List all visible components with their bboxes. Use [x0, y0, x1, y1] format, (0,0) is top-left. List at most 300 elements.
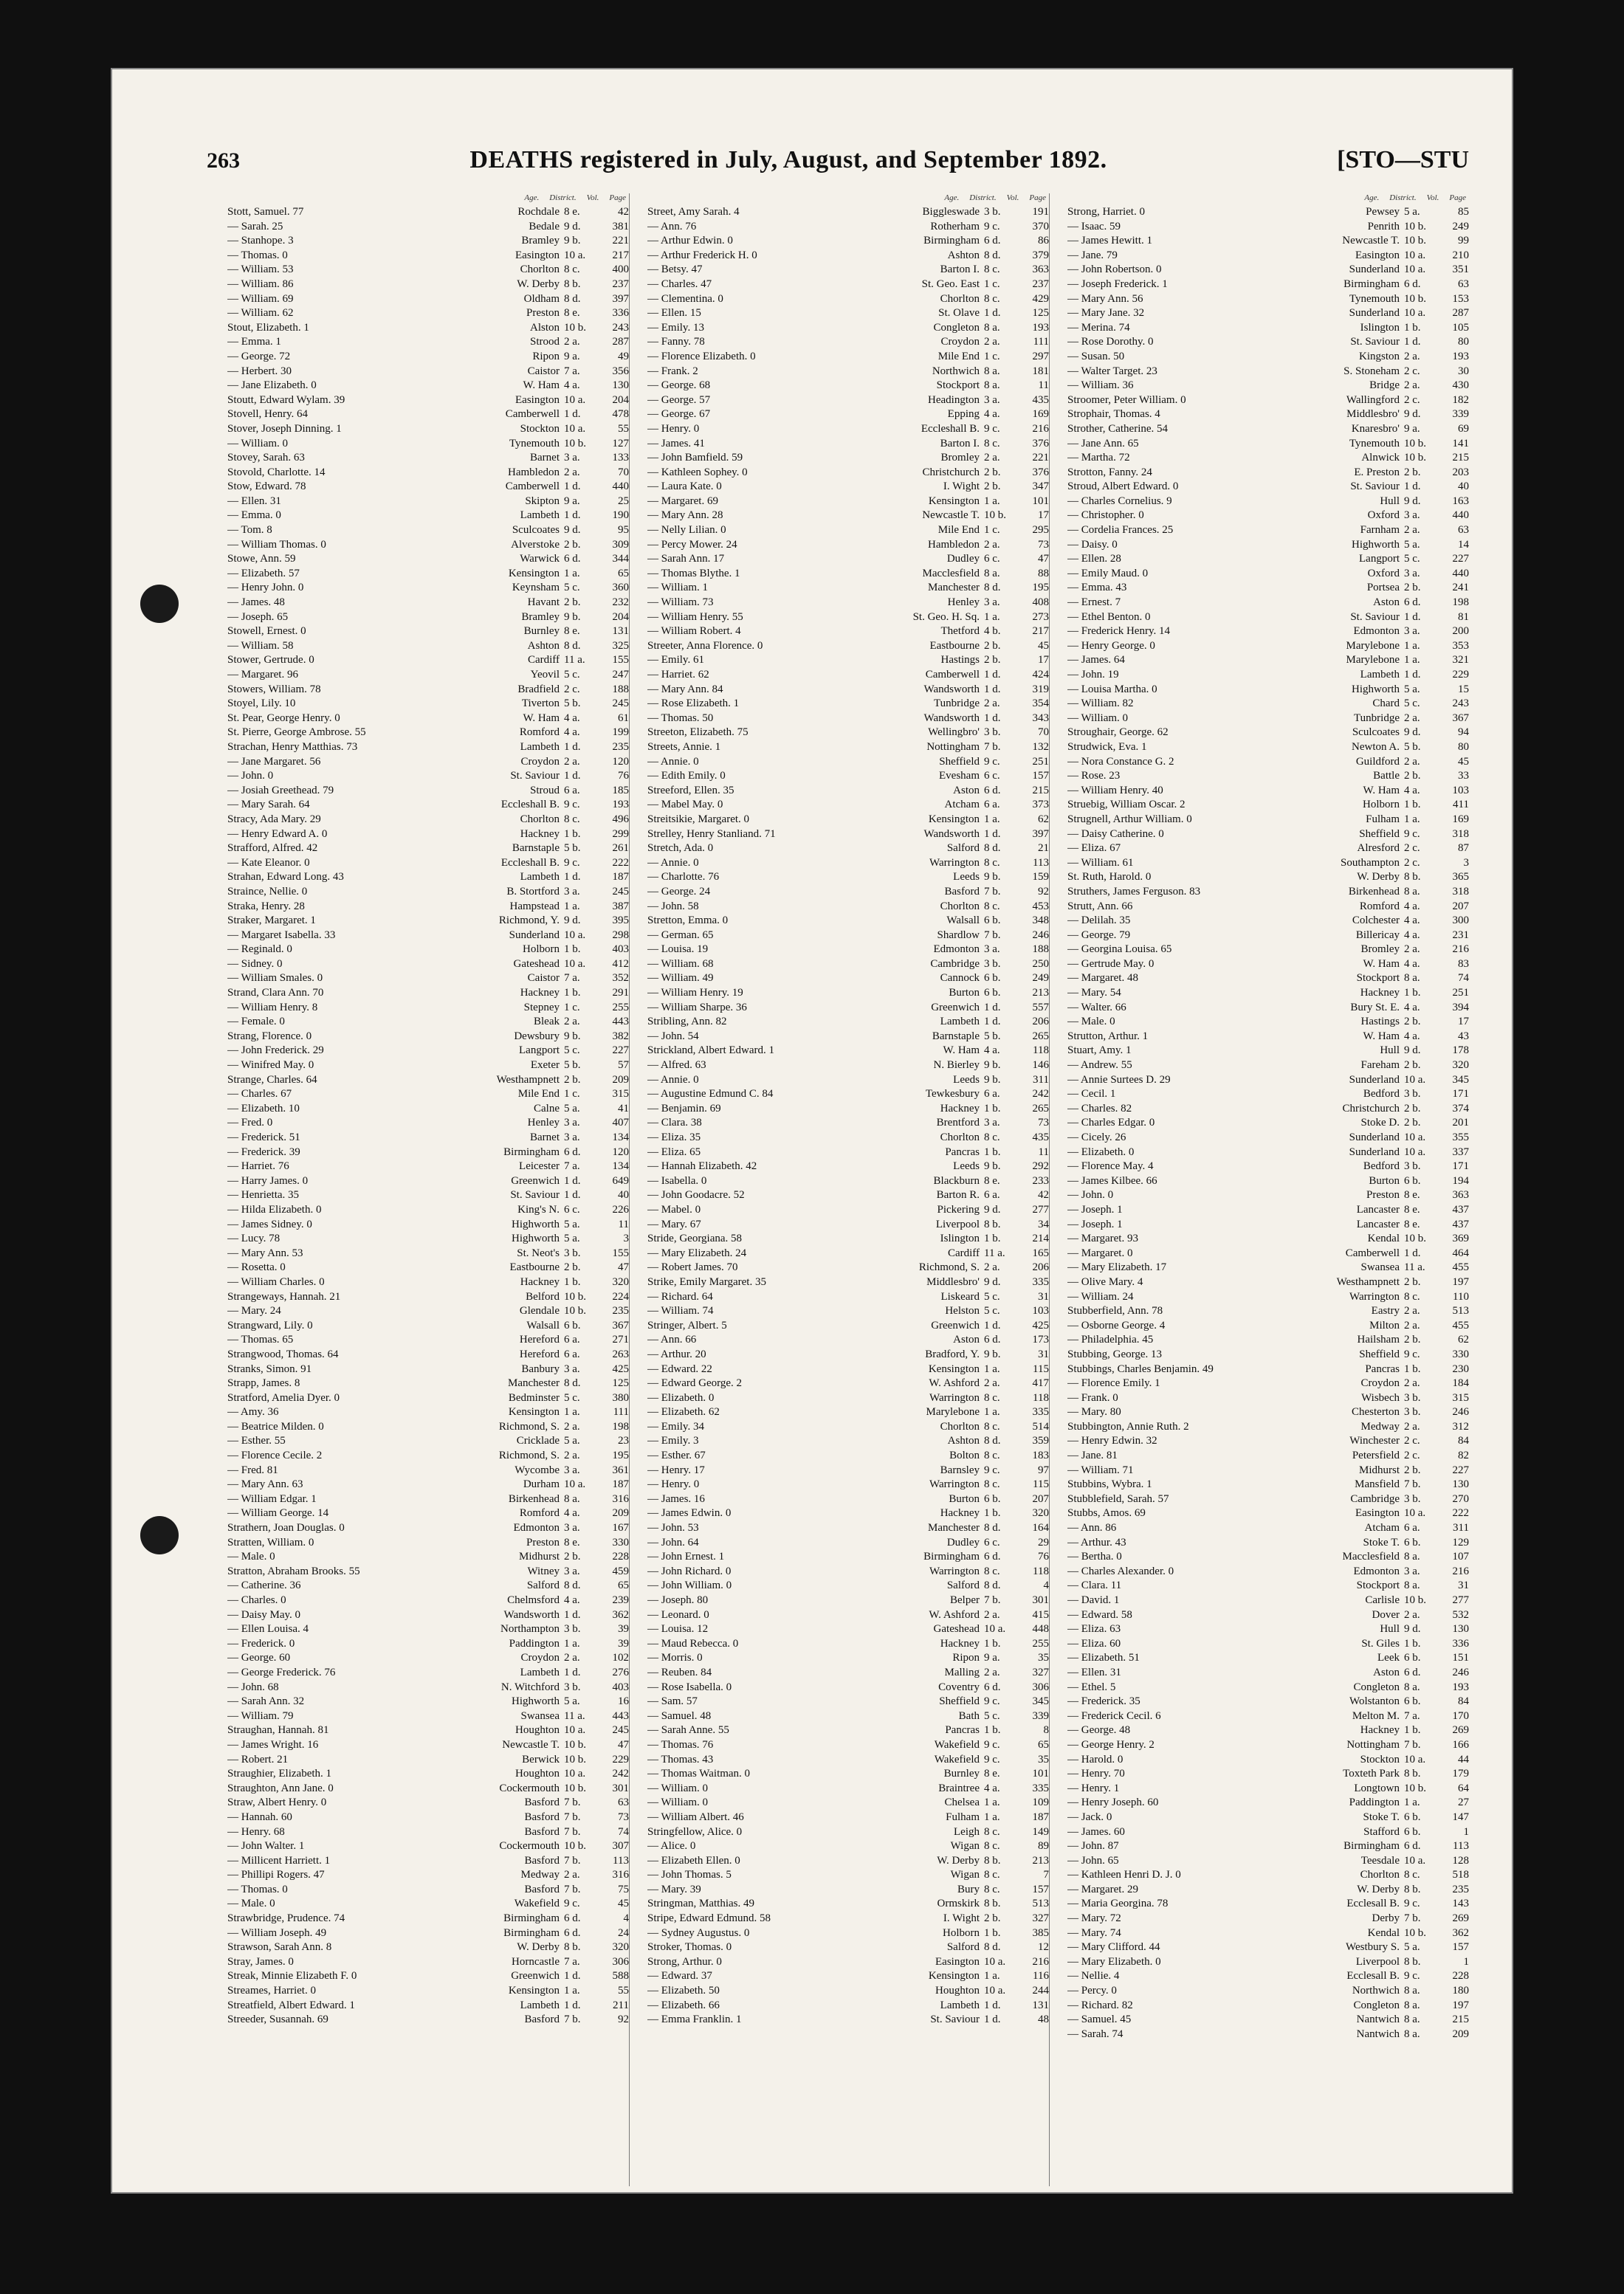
entry-district: Barton R. [936, 1189, 980, 1202]
entry-volume: 9 c. [1404, 1898, 1420, 1910]
entry-volume: 10 b. [1404, 452, 1426, 464]
entry-page: 169 [1032, 408, 1049, 421]
entry-volume: 9 b. [984, 1073, 1001, 1086]
entry-district: Croydon [520, 755, 560, 768]
entry-page: 320 [1032, 1507, 1049, 1520]
entry-page: 118 [1033, 1565, 1049, 1577]
entry-district: Mile End [517, 1088, 560, 1100]
entry-page: 120 [612, 1146, 629, 1158]
entry-row [1067, 1449, 1469, 1464]
entry-page: 204 [612, 393, 629, 406]
entry-page: 111 [1033, 336, 1049, 348]
entry-district: Sunderland [1349, 1132, 1400, 1143]
entry-row [1067, 1275, 1469, 1290]
entry-page: 47 [1038, 553, 1049, 565]
entry-page: 199 [612, 726, 629, 739]
entry-name: — William. 49 [647, 972, 714, 985]
entry-district: Salford [946, 842, 980, 855]
entry-volume: 7 b. [564, 2014, 581, 2026]
entry-district: Bridge [1369, 379, 1400, 392]
entry-volume: 3 b. [1404, 1160, 1421, 1173]
entry-row [647, 1782, 1049, 1797]
entry-row [647, 755, 1049, 770]
entry-row [227, 205, 629, 220]
entry-volume: 1 d. [564, 509, 581, 522]
entry-name: — Thomas. 65 [227, 1334, 294, 1346]
entry-page: 356 [612, 365, 629, 377]
entry-page: 88 [1038, 567, 1049, 579]
entry-volume: 3 b. [564, 1681, 581, 1693]
entry-name: — Louisa Martha. 0 [1067, 683, 1157, 695]
entry-row [647, 1405, 1049, 1420]
entry-page: 227 [612, 1044, 629, 1057]
entry-page: 249 [1032, 972, 1049, 985]
entry-row [1067, 1001, 1469, 1016]
entry-page: 97 [1038, 1464, 1049, 1476]
entry-page: 155 [612, 1247, 629, 1259]
entry-volume: 8 a. [1404, 1999, 1420, 2011]
entry-row [647, 639, 1049, 654]
entry-name: — Clara. 38 [647, 1117, 702, 1129]
entry-page: 101 [1032, 495, 1049, 507]
entry-page: 57 [618, 1059, 629, 1072]
entry-district: St. Neot's [517, 1247, 560, 1259]
entry-volume: 2 a. [984, 698, 1000, 710]
entry-page: 315 [612, 1088, 629, 1100]
entry-name: — Delilah. 35 [1067, 914, 1131, 927]
entry-district: Hackney [1360, 987, 1400, 999]
entry-page: 99 [1458, 235, 1469, 247]
entry-volume: 8 e. [1404, 1218, 1420, 1230]
entry-page: 11 [1038, 379, 1049, 392]
entry-district: Easington [935, 1955, 980, 1968]
entry-volume: 1 b. [984, 1724, 1001, 1737]
entry-page: 149 [1032, 1825, 1049, 1838]
entry-district: Romford [519, 726, 560, 739]
entry-row [647, 1449, 1049, 1464]
entry-district: Tynemouth [1349, 437, 1400, 450]
entry-volume: 1 a. [984, 1406, 1000, 1419]
entry-volume: 10 a. [564, 422, 586, 435]
entry-page: 443 [612, 1016, 629, 1028]
entry-district: Houghton [935, 1985, 980, 1997]
entry-district: Pancras [945, 1724, 980, 1737]
entry-name: — Daisy Catherine. 0 [1067, 827, 1164, 840]
entry-row [227, 1969, 629, 1984]
entry-page: 157 [1032, 1883, 1049, 1895]
entry-district: Helston [945, 1305, 980, 1318]
entry-name: — Frank. 0 [1067, 1391, 1118, 1404]
entry-page: 374 [1452, 1102, 1469, 1115]
entry-district: Hull [1380, 1044, 1400, 1057]
entry-volume: 2 a. [1404, 1377, 1420, 1390]
entry-volume: 6 b. [1404, 1652, 1421, 1664]
entry-row [647, 1232, 1049, 1247]
entry-district: Pickering [937, 1203, 980, 1216]
entry-page: 84 [1458, 1435, 1469, 1447]
entry-row [647, 1044, 1049, 1058]
entry-name: — Phillipi Rogers. 47 [227, 1869, 325, 1881]
entry-page: 3 [1463, 856, 1469, 869]
entry-row [1067, 1695, 1469, 1709]
entry-row [227, 379, 629, 393]
entry-row [227, 480, 629, 495]
entry-district: Wellingbro' [928, 726, 980, 739]
entry-volume: 1 d. [564, 770, 581, 782]
entry-volume: 7 b. [984, 929, 1001, 941]
entry-name: — Elizabeth. 62 [647, 1406, 720, 1419]
entry-name: — Mary. 74 [1067, 1926, 1121, 1939]
entry-district: Lambeth [940, 1016, 980, 1028]
entry-volume: 1 c. [564, 1001, 580, 1013]
entry-page: 44 [1458, 1753, 1469, 1766]
entry-district: Shardlow [937, 929, 980, 941]
entry-name: — Thomas. 76 [647, 1738, 714, 1751]
entry-volume: 10 b. [1404, 437, 1426, 450]
entry-volume: 2 a. [984, 1377, 1000, 1390]
entry-row [227, 1160, 629, 1174]
entry-name: — John Ernest. 1 [647, 1551, 725, 1563]
entry-name: — Edward. 37 [647, 1970, 712, 1983]
entry-row [227, 1897, 629, 1912]
entry-district: Midhurst [518, 1551, 560, 1563]
entry-row [1067, 1637, 1469, 1652]
entry-name: Streeford, Ellen. 35 [647, 784, 734, 796]
entry-row [647, 1723, 1049, 1738]
entry-district: Coventry [938, 1681, 980, 1693]
entry-page: 213 [1032, 1854, 1049, 1867]
entry-page: 178 [1452, 1044, 1469, 1057]
entry-name: — Emma. 43 [1067, 582, 1127, 594]
entry-volume: 8 a. [1404, 885, 1420, 898]
entry-name: — Nora Constance G. 2 [1067, 755, 1174, 768]
entry-row [647, 1594, 1049, 1608]
entry-volume: 2 a. [564, 755, 580, 768]
entry-district: Birkenhead [1348, 885, 1400, 898]
entry-district: Paddington [509, 1637, 560, 1650]
entry-row [1067, 306, 1469, 321]
entry-page: 193 [1452, 350, 1469, 362]
entry-volume: 5 a. [1404, 683, 1420, 695]
entry-name: — Frederick Henry. 14 [1067, 625, 1170, 638]
entry-volume: 9 b. [564, 610, 581, 623]
entry-row [647, 350, 1049, 365]
entry-district: Nottingham [1346, 1738, 1400, 1751]
entry-volume: 3 a. [1404, 567, 1420, 579]
entry-page: 222 [612, 856, 629, 869]
entry-district: W. Ham [1363, 1030, 1400, 1042]
entry-name: — Hannah Elizabeth. 42 [647, 1160, 757, 1173]
entry-district: Midhurst [1358, 1464, 1400, 1476]
entry-volume: 1 b. [984, 1146, 1001, 1158]
entry-row [647, 929, 1049, 943]
entry-volume: 1 d. [1404, 610, 1421, 623]
entry-volume: 8 c. [984, 1132, 1000, 1143]
entry-page: 239 [612, 1594, 629, 1606]
entry-district: Atcham [1364, 1522, 1400, 1534]
entry-name: — Ernest. 7 [1067, 596, 1121, 609]
entry-page: 203 [1452, 466, 1469, 478]
entry-row [227, 1420, 629, 1435]
entry-name: — Ann. 86 [1067, 1522, 1117, 1534]
entry-district: Camberwell [505, 480, 560, 493]
entry-page: 320 [1452, 1059, 1469, 1072]
entry-row [647, 1001, 1049, 1016]
entry-volume: 6 c. [984, 770, 1000, 782]
entry-district: Kingston [1358, 350, 1400, 362]
entry-district: Basford [524, 1811, 560, 1823]
entry-district: Salford [946, 1580, 980, 1592]
entry-row [647, 292, 1049, 307]
entry-district: Bromley [940, 452, 980, 464]
entry-volume: 1 d. [564, 480, 581, 493]
entry-row [1067, 1969, 1469, 1984]
entry-district: Guildford [1355, 755, 1400, 768]
entry-volume: 3 b. [984, 957, 1001, 970]
entry-volume: 1 d. [564, 1666, 581, 1678]
entry-page: 435 [1032, 393, 1049, 406]
entry-district: Skipton [525, 495, 560, 507]
entry-page: 215 [1032, 784, 1049, 796]
entry-district: Stroud [529, 784, 560, 796]
entry-page: 335 [1032, 1782, 1049, 1794]
entry-row [647, 509, 1049, 523]
entry-name: — Jane. 79 [1067, 249, 1118, 261]
entry-name: — Nelly Lilian. 0 [647, 524, 726, 537]
entry-page: 277 [1032, 1203, 1049, 1216]
entry-name: — Laura Kate. 0 [647, 480, 722, 493]
entry-volume: 5 c. [984, 1305, 1000, 1318]
entry-district: Hackney [940, 1637, 980, 1650]
entry-volume: 3 a. [984, 943, 1000, 956]
entry-district: Alresford [1357, 842, 1400, 855]
entry-name: Strapp, James. 8 [227, 1377, 300, 1390]
entry-district: Chorlton [940, 292, 980, 305]
entry-row [647, 1492, 1049, 1507]
entry-page: 92 [618, 2014, 629, 2026]
entry-name: Stretch, Ada. 0 [647, 842, 714, 855]
entry-row [1067, 1825, 1469, 1840]
entry-district: Dover [1372, 1608, 1400, 1621]
entry-volume: 9 c. [984, 1738, 1000, 1751]
entry-page: 649 [612, 1174, 629, 1187]
entry-row [1067, 957, 1469, 972]
entry-row [227, 596, 629, 610]
entry-volume: 2 b. [984, 466, 1001, 478]
entry-page: 87 [1458, 842, 1469, 855]
entry-volume: 1 a. [984, 1797, 1000, 1809]
entry-page: 17 [1038, 654, 1049, 666]
entry-district: Southampton [1340, 856, 1400, 869]
entry-volume: 9 c. [1404, 1348, 1420, 1360]
entry-district: Carlisle [1365, 1594, 1400, 1606]
entry-district: Nantwich [1356, 2014, 1400, 2026]
entry-page: 103 [1032, 1305, 1049, 1318]
entry-name: Stover, Joseph Dinning. 1 [227, 422, 342, 435]
entry-page: 83 [1458, 957, 1469, 970]
entry-district: E. Preston [1354, 466, 1400, 478]
entry-page: 25 [618, 495, 629, 507]
entry-district: Bradford, Y. [925, 1348, 980, 1360]
entry-district: Pewsey [1366, 206, 1400, 218]
entry-district: Hereford [519, 1334, 560, 1346]
entry-volume: 7 b. [564, 1883, 581, 1895]
entry-volume: 2 a. [1404, 350, 1420, 362]
entry-volume: 2 b. [1404, 1117, 1421, 1129]
entry-row [647, 1203, 1049, 1218]
entry-name: — James Hewitt. 1 [1067, 235, 1152, 247]
entry-row [647, 668, 1049, 683]
entry-page: 65 [1038, 1738, 1049, 1751]
entry-volume: 9 d. [564, 524, 581, 537]
entry-volume: 2 a. [564, 1016, 580, 1028]
entry-volume: 2 a. [984, 1666, 1000, 1678]
entry-page: 179 [1452, 1768, 1469, 1780]
entry-row [1067, 683, 1469, 698]
entry-volume: 1 b. [1404, 321, 1421, 334]
entry-name: Stubbing, George. 13 [1067, 1348, 1163, 1360]
entry-district: Cricklade [516, 1435, 560, 1447]
entry-volume: 2 b. [1404, 1275, 1421, 1288]
entry-name: — Gertrude May. 0 [1067, 957, 1155, 970]
entry-name: Straughton, Ann Jane. 0 [227, 1782, 334, 1794]
entry-name: — George. 48 [1067, 1724, 1131, 1737]
entry-name: — Harold. 0 [1067, 1753, 1124, 1766]
entry-page: 42 [1038, 1189, 1049, 1202]
entry-name: Stray, James. 0 [227, 1955, 294, 1968]
entry-row [647, 1146, 1049, 1160]
entry-name: — Mary Clifford. 44 [1067, 1941, 1160, 1954]
entry-page: 222 [1452, 1507, 1469, 1520]
entry-district: Sunderland [1349, 307, 1400, 320]
entry-row [1067, 1709, 1469, 1724]
entry-page: 74 [1458, 972, 1469, 985]
entry-volume: 9 a. [984, 1652, 1000, 1664]
entry-volume: 6 a. [984, 1088, 1000, 1100]
entry-row [227, 1030, 629, 1044]
entry-volume: 8 c. [564, 264, 580, 276]
entry-page: 48 [1038, 2014, 1049, 2026]
entry-name: — George. 67 [647, 408, 711, 421]
entry-volume: 8 d. [564, 639, 581, 652]
entry-district: Leeds [953, 1160, 980, 1173]
entry-name: — John William. 0 [647, 1580, 732, 1592]
entry-name: — George. 57 [647, 393, 711, 406]
entry-name: — Annie. 0 [647, 856, 699, 869]
entry-row [1067, 263, 1469, 278]
entry-district: Bedale [529, 220, 560, 232]
entry-name: — William Thomas. 0 [227, 538, 326, 551]
entry-row [227, 1015, 629, 1030]
entry-row [647, 610, 1049, 625]
entry-volume: 1 d. [1404, 480, 1421, 493]
entry-name: — Henry Edward A. 0 [227, 827, 328, 840]
entry-row [227, 769, 629, 784]
entry-name: — William George. 14 [227, 1507, 329, 1520]
entry-district: Cockermouth [499, 1782, 560, 1794]
entry-row [227, 697, 629, 712]
entry-district: Barnstaple [932, 1030, 980, 1042]
entry-district: Walsall [946, 914, 980, 927]
entry-volume: 11 a. [1404, 1261, 1425, 1274]
entry-name: — William Henry. 8 [227, 1001, 318, 1013]
entry-district: Toxteth Park [1343, 1768, 1400, 1780]
entry-name: Strangward, Lily. 0 [227, 1319, 313, 1332]
entry-district: Ripon [952, 1652, 980, 1664]
entry-volume: 2 b. [1404, 466, 1421, 478]
entry-page: 1 [1463, 1955, 1469, 1968]
entry-page: 169 [1452, 813, 1469, 825]
entry-row [647, 466, 1049, 480]
entry-name: — Nellie. 4 [1067, 1970, 1120, 1983]
entry-row [1067, 827, 1469, 842]
entry-volume: 1 d. [564, 1999, 581, 2011]
entry-district: Lambeth [520, 740, 560, 753]
entry-volume: 2 c. [1404, 393, 1420, 406]
entry-row [227, 581, 629, 596]
entry-district: Birkenhead [508, 1492, 560, 1505]
entry-page: 233 [1032, 1174, 1049, 1187]
entry-row [227, 1854, 629, 1869]
entry-name: — Charles Cornelius. 9 [1067, 495, 1172, 507]
entry-district: Westhampnett [1336, 1275, 1400, 1288]
entry-name: Straw, Albert Henry. 0 [227, 1797, 327, 1809]
binding-hole [140, 1516, 179, 1554]
entry-name: — William. 0 [647, 1797, 709, 1809]
entry-name: Strike, Emily Margaret. 35 [647, 1275, 766, 1288]
entry-name: Stower, Gertrude. 0 [227, 654, 314, 666]
entry-row [227, 1492, 629, 1507]
entry-page: 187 [612, 1478, 629, 1491]
entry-page: 327 [1032, 1912, 1049, 1925]
entry-page: 532 [1452, 1608, 1469, 1621]
entry-page: 131 [1032, 1999, 1049, 2011]
entry-name: Streak, Minnie Elizabeth F. 0 [227, 1970, 357, 1983]
entry-name: — Richard. 82 [1067, 1999, 1133, 2011]
entry-name: — Mabel May. 0 [647, 799, 723, 811]
entry-page: 4 [1043, 1580, 1049, 1592]
entry-name: — Tom. 8 [227, 524, 272, 537]
entry-name: Street, Amy Sarah. 4 [647, 206, 740, 218]
entry-district: Swansea [520, 1709, 560, 1722]
entry-name: — Margaret. 69 [647, 495, 718, 507]
entry-name: — Elizabeth Ellen. 0 [647, 1854, 740, 1867]
entry-name: — Thomas. 50 [647, 712, 714, 724]
entry-district: St. Geo. H. Sq. [912, 610, 980, 623]
entry-name: Stringer, Albert. 5 [647, 1319, 727, 1332]
entry-row [227, 639, 629, 654]
entry-district: Hull [1380, 495, 1400, 507]
entry-name: Stratton, Abraham Brooks. 55 [227, 1565, 360, 1577]
entry-district: Thetford [940, 625, 980, 638]
entry-district: Bramley [521, 235, 560, 247]
entry-page: 321 [1452, 654, 1469, 666]
entry-page: 408 [1032, 596, 1049, 609]
entry-district: Bedford [1363, 1160, 1400, 1173]
entry-page: 182 [1452, 393, 1469, 406]
entry-name: Streames, Harriet. 0 [227, 1985, 316, 1997]
entry-volume: 9 d. [564, 914, 581, 927]
column-header [647, 193, 1049, 205]
entry-page: 63 [1458, 278, 1469, 290]
entry-page: 430 [1452, 379, 1469, 392]
entry-name: — Henry Edwin. 32 [1067, 1435, 1157, 1447]
entry-name: — Arthur Edwin. 0 [647, 235, 733, 247]
entry-volume: 9 d. [1404, 495, 1421, 507]
entry-volume: 1 a. [984, 610, 1000, 623]
entry-name: — Elizabeth. 0 [1067, 1146, 1135, 1158]
entry-district: Bleak [534, 1016, 560, 1028]
